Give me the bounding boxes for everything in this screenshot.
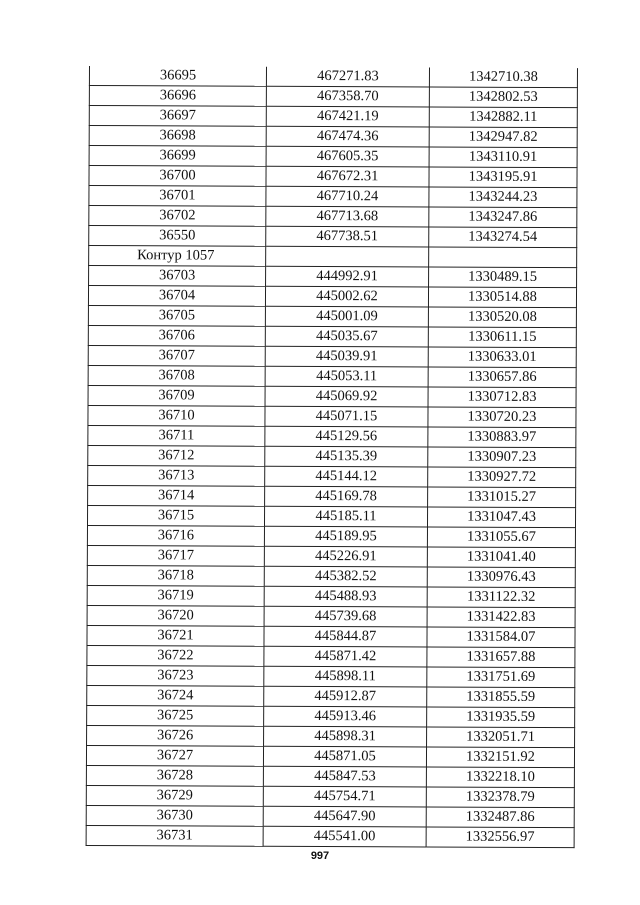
table-row <box>87 645 575 667</box>
table-row <box>87 605 575 627</box>
point-id-cell: 36550 <box>89 226 266 247</box>
point-id-cell: 36702 <box>89 206 266 227</box>
table-row <box>86 765 574 787</box>
table-row <box>89 186 577 208</box>
y-coordinate-cell: 1330712.83 <box>428 387 576 408</box>
table-row <box>87 625 575 647</box>
x-coordinate-cell: 467713.68 <box>266 206 429 227</box>
table-row <box>89 126 577 148</box>
point-id-cell: 36707 <box>88 345 265 366</box>
x-coordinate-cell: 467271.83 <box>266 67 429 87</box>
point-id-cell: 36704 <box>88 286 265 307</box>
x-coordinate-cell: 445541.00 <box>263 826 426 847</box>
y-coordinate-cell: 1343195.91 <box>429 167 577 188</box>
y-coordinate-cell: 1330657.86 <box>428 367 576 388</box>
point-id-cell: 36723 <box>87 665 264 686</box>
table-row <box>87 525 575 547</box>
x-coordinate-cell: 445069.92 <box>265 386 428 407</box>
point-id-cell: 36725 <box>87 705 264 726</box>
point-id-cell: 36698 <box>89 126 266 147</box>
table-row <box>88 425 576 447</box>
table-row <box>88 365 576 387</box>
table-row <box>88 345 576 367</box>
point-id-cell: 36718 <box>87 565 264 586</box>
x-coordinate-cell: 467421.19 <box>266 106 429 127</box>
table-row <box>88 445 576 467</box>
coordinates-table <box>86 66 578 848</box>
table-row <box>88 485 576 507</box>
x-coordinate-cell: 445039.91 <box>265 346 428 367</box>
table-row <box>89 106 577 128</box>
y-coordinate-cell: 1331657.88 <box>427 647 575 668</box>
y-coordinate-cell: 1331751.69 <box>427 667 575 688</box>
x-coordinate-cell: 445129.56 <box>265 426 428 447</box>
point-id-cell: 36710 <box>88 405 265 426</box>
x-coordinate-cell: 445871.42 <box>264 646 427 667</box>
x-coordinate-cell: 444992.91 <box>266 266 429 287</box>
point-id-cell: 36728 <box>86 765 263 786</box>
point-id-cell: 36706 <box>88 325 265 346</box>
y-coordinate-cell: 1343244.23 <box>429 187 577 208</box>
y-coordinate-cell: 1332151.92 <box>426 747 574 768</box>
point-id-cell: 36714 <box>88 485 265 506</box>
x-coordinate-cell: 445488.93 <box>264 586 427 607</box>
y-coordinate-cell: 1332051.71 <box>427 727 575 748</box>
x-coordinate-cell: 445035.67 <box>265 326 428 347</box>
table-row <box>87 705 575 727</box>
y-coordinate-cell: 1331122.32 <box>427 587 575 608</box>
x-coordinate-cell: 445002.62 <box>265 286 428 307</box>
contour-label: Контур 1057 <box>89 246 266 267</box>
table-row <box>87 585 575 607</box>
x-coordinate-cell: 467672.31 <box>266 166 429 187</box>
table-row <box>87 685 575 707</box>
table-row <box>88 305 576 327</box>
y-coordinate-cell: 1342802.53 <box>429 87 577 108</box>
point-id-cell: 36701 <box>89 186 266 207</box>
x-coordinate-cell: 445898.31 <box>264 726 427 747</box>
table-row <box>89 266 577 288</box>
y-coordinate-cell: 1330976.43 <box>427 567 575 588</box>
x-coordinate-cell: 467710.24 <box>266 186 429 207</box>
x-coordinate-cell: 445001.09 <box>265 306 428 327</box>
y-coordinate-cell: 1330927.72 <box>428 467 576 488</box>
point-id-cell: 36719 <box>87 585 264 606</box>
y-coordinate-cell: 1330633.01 <box>428 347 576 368</box>
y-coordinate-cell: 1331935.59 <box>427 707 575 728</box>
y-coordinate-cell: 1332556.97 <box>426 827 574 848</box>
y-coordinate-cell: 1330520.08 <box>428 307 576 328</box>
y-coordinate-cell: 1331055.67 <box>427 527 575 548</box>
point-id-cell: 36696 <box>89 86 266 107</box>
y-coordinate-cell: 1332218.10 <box>426 767 574 788</box>
x-coordinate-cell: 445847.53 <box>263 766 426 787</box>
table-row <box>87 725 575 747</box>
point-id-cell: 36713 <box>88 465 265 486</box>
x-coordinate-cell: 445169.78 <box>265 486 428 507</box>
y-coordinate-cell: 1330907.23 <box>428 447 576 468</box>
x-coordinate-cell: 445071.15 <box>265 406 428 427</box>
x-coordinate-cell: 445135.39 <box>265 446 428 467</box>
table-row <box>89 226 577 248</box>
table-row <box>89 66 577 88</box>
table-row <box>87 565 575 587</box>
point-id-cell: 36717 <box>87 545 264 566</box>
point-id-cell: 36715 <box>87 505 264 526</box>
x-coordinate-cell: 445739.68 <box>264 606 427 627</box>
page-number: 997 <box>310 850 330 862</box>
point-id-cell: 36708 <box>88 365 265 386</box>
x-coordinate-cell: 445053.11 <box>265 366 428 387</box>
table-row <box>86 825 574 847</box>
x-coordinate-cell: 445913.46 <box>264 706 427 727</box>
x-coordinate-cell: 445871.05 <box>263 746 426 767</box>
y-coordinate-cell: 1342882.11 <box>429 107 577 128</box>
x-coordinate-cell: 445912.87 <box>264 686 427 707</box>
point-id-cell: 36721 <box>87 625 264 646</box>
point-id-cell: 36716 <box>87 525 264 546</box>
table-row <box>86 805 574 827</box>
point-id-cell: 36727 <box>86 745 263 766</box>
table-row <box>87 545 575 567</box>
point-id-cell: 36729 <box>86 785 263 806</box>
table-row <box>86 745 574 767</box>
x-coordinate-cell: 445144.12 <box>265 466 428 487</box>
point-id-cell: 36705 <box>88 305 265 326</box>
contour-header-row <box>89 246 577 268</box>
y-coordinate-cell: 1330720.23 <box>428 407 576 428</box>
y-coordinate-cell: 1331047.43 <box>427 507 575 528</box>
y-coordinate-cell: 1331422.83 <box>427 607 575 628</box>
x-coordinate-cell: 445754.71 <box>263 786 426 807</box>
table-row <box>89 146 577 168</box>
x-coordinate-cell: 445382.52 <box>264 566 427 587</box>
x-coordinate-cell: 445844.87 <box>264 626 427 647</box>
point-id-cell: 36720 <box>87 605 264 626</box>
x-coordinate-cell: 445226.91 <box>264 546 427 567</box>
point-id-cell: 36699 <box>89 146 266 167</box>
x-coordinate-cell: 445189.95 <box>264 526 427 547</box>
table-row <box>88 325 576 347</box>
y-coordinate-cell: 1330611.15 <box>428 327 576 348</box>
point-id-cell: 36703 <box>89 266 266 287</box>
table-row <box>89 206 577 228</box>
x-coordinate-cell: 467474.36 <box>266 126 429 147</box>
y-coordinate-cell: 1342710.38 <box>429 67 577 87</box>
coordinates-table-body <box>86 66 577 848</box>
y-coordinate-cell: 1331584.07 <box>427 627 575 648</box>
y-coordinate-cell: 1343274.54 <box>429 227 577 248</box>
y-coordinate-cell: 1330489.15 <box>429 267 577 288</box>
point-id-cell: 36700 <box>89 166 266 187</box>
table-row <box>87 505 575 527</box>
point-id-cell: 36726 <box>87 725 264 746</box>
y-cell-empty <box>429 247 577 268</box>
x-coordinate-cell: 445647.90 <box>263 806 426 827</box>
y-coordinate-cell: 1330883.97 <box>428 427 576 448</box>
point-id-cell: 36731 <box>86 825 263 846</box>
y-coordinate-cell: 1330514.88 <box>428 287 576 308</box>
table-row <box>88 465 576 487</box>
x-coordinate-cell: 467605.35 <box>266 146 429 167</box>
x-coordinate-cell: 467358.70 <box>266 86 429 107</box>
table-row <box>86 785 574 807</box>
y-coordinate-cell: 1343110.91 <box>429 147 577 168</box>
point-id-cell: 36695 <box>89 66 266 86</box>
table-row <box>89 86 577 108</box>
point-id-cell: 36711 <box>88 425 265 446</box>
y-coordinate-cell: 1332378.79 <box>426 787 574 808</box>
point-id-cell: 36697 <box>89 106 266 127</box>
point-id-cell: 36730 <box>86 805 263 826</box>
point-id-cell: 36712 <box>88 445 265 466</box>
table-row <box>88 385 576 407</box>
x-coordinate-cell: 445185.11 <box>264 506 427 527</box>
point-id-cell: 36722 <box>87 645 264 666</box>
y-coordinate-cell: 1331855.59 <box>427 687 575 708</box>
y-coordinate-cell: 1331015.27 <box>428 487 576 508</box>
point-id-cell: 36724 <box>87 685 264 706</box>
y-coordinate-cell: 1331041.40 <box>427 547 575 568</box>
x-coordinate-cell: 445898.11 <box>264 666 427 687</box>
table-row <box>87 665 575 687</box>
y-coordinate-cell: 1342947.82 <box>429 127 577 148</box>
table-row <box>88 286 576 308</box>
y-coordinate-cell: 1343247.86 <box>429 207 577 228</box>
table-row <box>89 166 577 188</box>
table-row <box>88 405 576 427</box>
point-id-cell: 36709 <box>88 385 265 406</box>
y-coordinate-cell: 1332487.86 <box>426 807 574 828</box>
x-coordinate-cell: 467738.51 <box>266 226 429 247</box>
x-cell-empty <box>266 246 429 267</box>
